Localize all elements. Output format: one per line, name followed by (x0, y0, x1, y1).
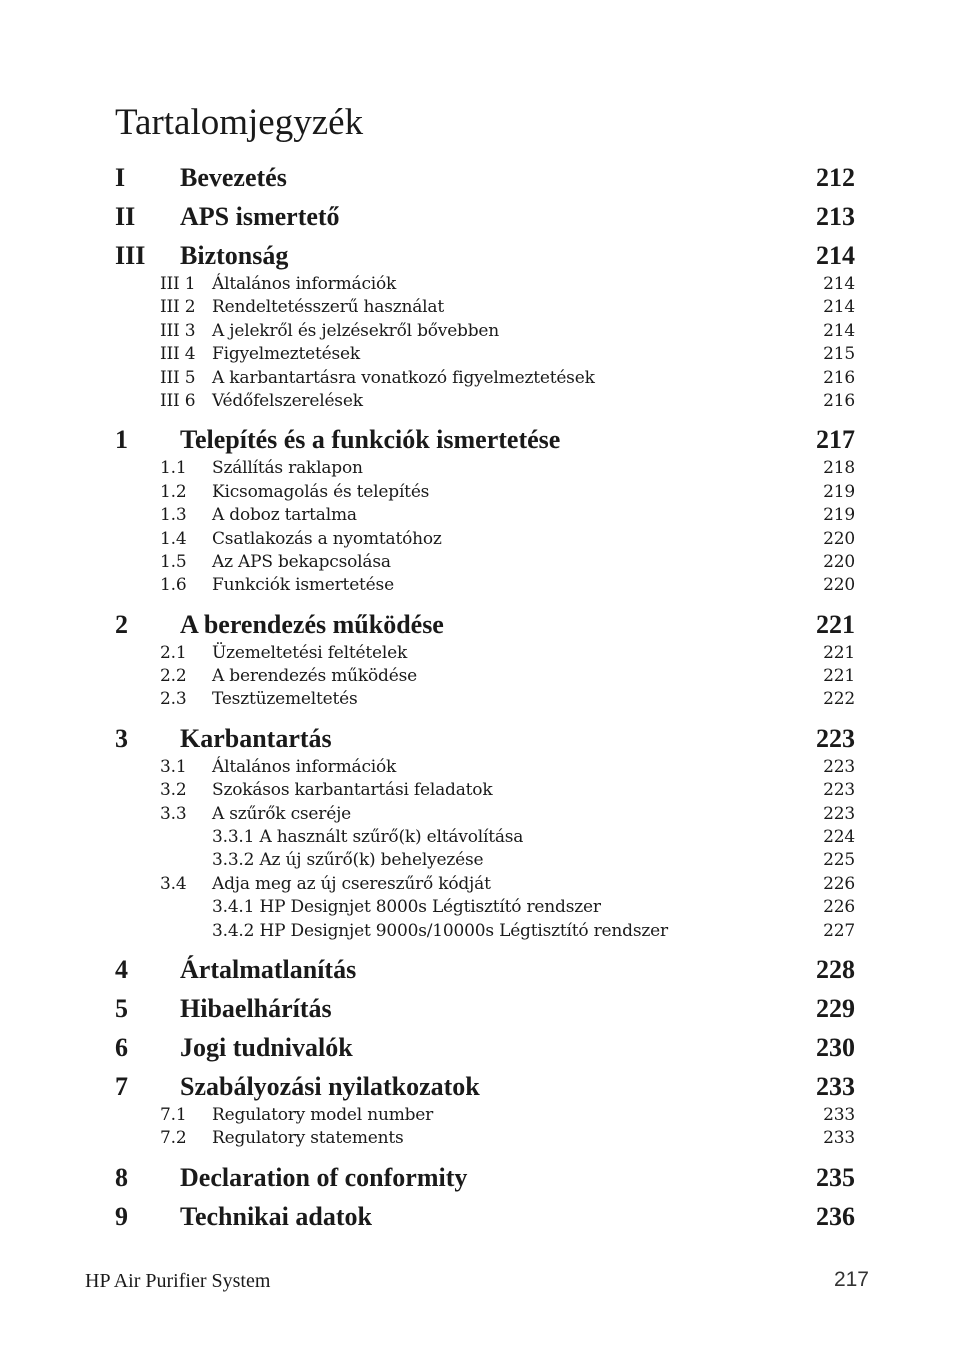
toc-section-entry[interactable] (115, 803, 855, 826)
section-page-number: 225 (823, 850, 855, 871)
section-page-number: 219 (823, 505, 855, 526)
chapter-number: 6 (115, 1032, 128, 1062)
chapter-title: Biztonság (180, 241, 289, 270)
chapter-title: APS ismertető (180, 202, 340, 231)
section-title: A berendezés működése (212, 666, 417, 687)
section-number: 1.5 (160, 551, 187, 572)
toc-section-entry[interactable] (115, 528, 855, 551)
toc-chapter-entry[interactable] (115, 607, 855, 646)
chapter-title: Declaration of conformity (180, 1162, 468, 1192)
section-title: Adja meg az új csereszűrő kódját (212, 873, 491, 894)
section-number: 3.4 (160, 873, 187, 894)
section-number: 2.3 (160, 689, 187, 710)
toc-section-entry[interactable] (115, 1104, 855, 1127)
toc-section-entry[interactable] (115, 873, 855, 896)
toc-chapter-entry[interactable] (115, 422, 855, 461)
section-number: 1.3 (160, 505, 187, 526)
section-number: 1.1 (160, 458, 187, 479)
section-number: 1.2 (160, 481, 187, 502)
toc-chapter-entry[interactable] (115, 238, 855, 277)
section-page-number: 227 (823, 920, 855, 941)
toc-chapter-entry[interactable] (115, 1199, 855, 1238)
footer-document-name: HP Air Purifier System (85, 1270, 271, 1292)
toc-chapter-entry[interactable] (115, 991, 855, 1030)
toc-section-entry[interactable] (115, 688, 855, 711)
section-title: 3.4.1 HP Designjet 8000s Légtisztító rendszer (212, 897, 601, 918)
section-title: Általános információk (212, 274, 397, 294)
section-number: III 3 (160, 320, 196, 341)
chapter-title: Technikai adatok (180, 1201, 372, 1231)
section-page-number: 233 (823, 1104, 855, 1125)
section-page-number: 220 (823, 551, 855, 572)
section-number: 7.1 (160, 1104, 187, 1125)
chapter-page-number: 212 (816, 163, 855, 192)
toc-section-entry[interactable] (115, 779, 855, 802)
chapter-number: II (115, 202, 136, 231)
chapter-page-number: 235 (816, 1162, 855, 1192)
toc-section-entry[interactable] (115, 273, 855, 296)
section-page-number: 233 (823, 1128, 855, 1149)
chapter-number: 5 (115, 993, 128, 1023)
section-title: Az APS bekapcsolása (212, 551, 391, 572)
section-title: Általános információk (212, 756, 397, 777)
section-number: 2.1 (160, 642, 187, 663)
section-page-number: 223 (823, 803, 855, 824)
section-number: 2.2 (160, 666, 187, 687)
toc-subsection-entry[interactable] (115, 896, 855, 919)
chapter-page-number: 213 (816, 202, 855, 231)
section-title: Szokásos karbantartási feladatok (212, 780, 493, 801)
chapter-page-number: 229 (816, 993, 855, 1023)
section-title: Üzemeltetési feltételek (212, 642, 408, 663)
section-page-number: 226 (823, 897, 855, 918)
toc-chapter-entry[interactable] (115, 199, 855, 238)
section-page-number: 223 (823, 780, 855, 801)
chapter-number: 9 (115, 1201, 128, 1231)
section-page-number: 214 (823, 297, 855, 318)
toc-chapter-entry[interactable] (115, 1069, 855, 1108)
section-page-number: 214 (823, 320, 855, 341)
section-number: III 5 (160, 367, 196, 388)
section-number: III 6 (160, 390, 196, 411)
section-title: 3.3.1 A használt szűrő(k) eltávolítása (212, 827, 524, 848)
section-number: 3.2 (160, 780, 187, 801)
chapter-page-number: 223 (816, 723, 855, 753)
section-page-number: 220 (823, 575, 855, 596)
chapter-page-number: 214 (816, 241, 855, 270)
chapter-page-number: 217 (816, 425, 855, 455)
section-number: 7.2 (160, 1128, 187, 1149)
section-page-number: 215 (823, 344, 855, 365)
chapter-title: Jogi tudnivalók (180, 1032, 353, 1062)
section-number: 3.1 (160, 756, 187, 777)
chapter-title: Karbantartás (180, 723, 332, 753)
section-title: Figyelmeztetések (212, 344, 361, 365)
toc-section-entry[interactable] (115, 1127, 855, 1150)
section-title: Tesztüzemeltetés (212, 689, 358, 710)
section-page-number: 216 (823, 367, 855, 388)
chapter-number: 4 (115, 954, 128, 984)
section-title: Regulatory statements (212, 1128, 404, 1149)
footer-page-number: 217 (833, 1268, 869, 1291)
section-page-number: 222 (823, 689, 855, 710)
section-title: A doboz tartalma (212, 505, 357, 526)
section-title: Funkciók ismertetése (212, 575, 394, 596)
chapter-page-number: 221 (816, 609, 855, 639)
section-title: Védőfelszerelések (212, 390, 363, 411)
chapter-page-number: 233 (816, 1071, 855, 1101)
chapter-title: A berendezés működése (180, 609, 444, 639)
toc-chapter-entry[interactable] (115, 1160, 855, 1199)
toc-section-entry[interactable] (115, 367, 855, 390)
section-title: A szűrők cseréje (212, 803, 352, 824)
chapter-number: III (115, 241, 146, 270)
section-page-number: 220 (823, 528, 855, 549)
section-title: A karbantartásra vonatkozó figyelmeztetések (212, 367, 595, 388)
toc-chapter-entry[interactable] (115, 1030, 855, 1069)
section-number: 1.4 (160, 528, 187, 549)
section-title: Regulatory model number (212, 1104, 434, 1125)
toc-subsection-entry[interactable] (115, 826, 855, 849)
section-number: III 2 (160, 297, 196, 318)
section-title: Szállítás raklapon (212, 458, 363, 479)
chapter-number: 2 (115, 609, 128, 639)
toc-section-entry[interactable] (115, 551, 855, 574)
toc-section-entry[interactable] (115, 574, 855, 597)
chapter-title: Bevezetés (180, 163, 287, 192)
toc-section-entry[interactable] (115, 320, 855, 343)
section-title: Csatlakozás a nyomtatóhoz (212, 528, 442, 549)
toc-section-entry[interactable] (115, 343, 855, 366)
section-title: Kicsomagolás és telepítés (212, 481, 430, 502)
chapter-number: 1 (115, 425, 128, 455)
chapter-number: 7 (115, 1071, 128, 1101)
section-title: 3.3.2 Az új szűrő(k) behelyezése (212, 850, 484, 871)
chapter-number: I (115, 163, 126, 192)
chapter-title: Hibaelhárítás (180, 993, 332, 1023)
section-number: III 1 (160, 274, 196, 294)
chapter-page-number: 236 (816, 1201, 855, 1231)
section-page-number: 223 (823, 756, 855, 777)
toc-chapter-entry[interactable] (115, 160, 855, 199)
section-number: 1.6 (160, 575, 187, 596)
section-page-number: 216 (823, 390, 855, 411)
toc-chapter-entry[interactable] (115, 721, 855, 760)
section-page-number: 218 (823, 458, 855, 479)
toc-subsection-entry[interactable] (115, 849, 855, 872)
section-number: III 4 (160, 344, 196, 365)
toc-section-entry[interactable] (115, 457, 855, 480)
section-number: 3.3 (160, 803, 187, 824)
toc-section-entry[interactable] (115, 665, 855, 688)
section-page-number: 226 (823, 873, 855, 894)
chapter-page-number: 228 (816, 954, 855, 984)
toc-section-entry[interactable] (115, 296, 855, 319)
chapter-number: 8 (115, 1162, 128, 1192)
section-title: Rendeltetésszerű használat (212, 297, 444, 318)
chapter-page-number: 230 (816, 1032, 855, 1062)
chapter-title: Ártalmatlanítás (180, 954, 357, 984)
toc-section-entry[interactable] (115, 642, 855, 665)
section-page-number: 224 (823, 827, 855, 848)
toc-section-entry[interactable] (115, 504, 855, 527)
toc-section-entry[interactable] (115, 481, 855, 504)
chapter-title: Telepítés és a funkciók ismertetése (180, 425, 561, 455)
toc-section-entry[interactable] (115, 390, 855, 413)
section-page-number: 214 (823, 274, 855, 294)
table-of-contents (115, 160, 855, 1238)
section-page-number: 221 (823, 666, 855, 687)
toc-chapter-entry[interactable] (115, 952, 855, 991)
chapter-title: Szabályozási nyilatkozatok (180, 1071, 480, 1101)
section-title: A jelekről és jelzésekről bővebben (212, 320, 500, 341)
section-page-number: 219 (823, 481, 855, 502)
section-title: 3.4.2 HP Designjet 9000s/10000s Légtisztító rendszer (212, 920, 668, 941)
chapter-number: 3 (115, 723, 128, 753)
section-page-number: 221 (823, 642, 855, 663)
toc-section-entry[interactable] (115, 756, 855, 779)
page-title: Tartalomjegyzék (115, 102, 364, 143)
toc-subsection-entry[interactable] (115, 920, 855, 943)
